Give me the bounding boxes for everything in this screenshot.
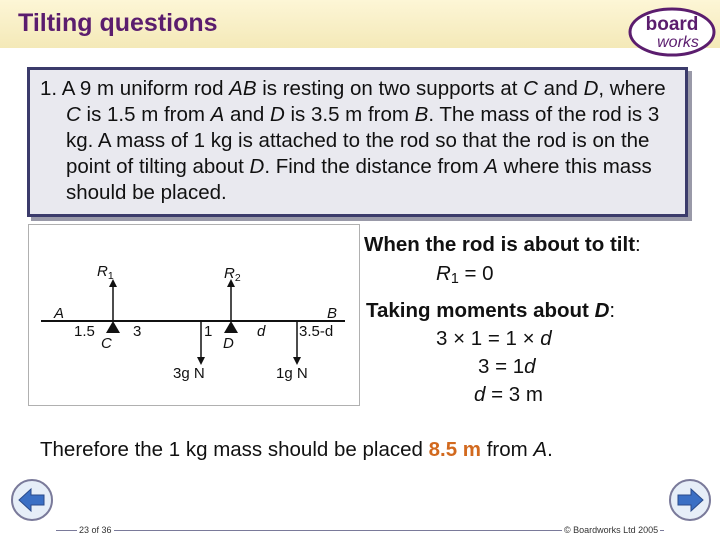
segment-3-label: 3 [133, 323, 142, 340]
segment-3-5-d-label: 3.5-d [299, 323, 334, 340]
r2-label: $R_2$ [224, 265, 241, 284]
r1-label: $R_1$ [97, 263, 114, 282]
logo-text-works: works [657, 34, 699, 51]
page-title: Tilting questions [18, 9, 218, 37]
question-body [62, 77, 666, 204]
question-text-part: A 9 m uniform rod [61, 77, 230, 100]
boardworks-logo [628, 6, 718, 58]
weight-rod-label: 3g N [173, 365, 205, 382]
question-text-part: C [523, 77, 538, 100]
solution-line-5: 3 = 1d [478, 355, 536, 378]
next-slide-button[interactable] [668, 478, 712, 522]
forward-arrow-icon [668, 478, 712, 522]
solution-line-6: d = 3 m [474, 383, 543, 406]
question-text-part: A [484, 155, 498, 178]
solution-line-4: 3 × 1 = 1 × d [436, 327, 552, 350]
segment-1-label: 1 [204, 323, 213, 340]
question-text-part: and [224, 103, 270, 126]
question-text-part: is 3.5 m from [284, 103, 415, 126]
question-text-part: B [414, 103, 429, 126]
solution-line-3: Taking moments about D: [366, 299, 616, 322]
question-text-part: and [537, 77, 584, 100]
support-c [106, 321, 120, 333]
back-arrow-icon [10, 478, 54, 522]
question-text-part: D [249, 155, 265, 178]
previous-slide-button[interactable] [10, 478, 54, 522]
answer-value: 8.5 m [428, 438, 482, 461]
logo-text-board: board [645, 14, 699, 35]
weight-mass-label: 1g N [276, 365, 308, 382]
question-text-part: . Find the distance from [264, 155, 485, 178]
rod-diagram [28, 224, 360, 406]
solution-line-2: $R_1 = 0$ [436, 262, 494, 287]
segment-d-label: d [257, 323, 266, 340]
question-text-part: D [583, 77, 599, 100]
question-box [27, 67, 688, 217]
question-text-part: , where [598, 77, 666, 100]
question-text-part: C [66, 103, 81, 126]
support-d [224, 321, 238, 333]
question-text-part: D [269, 103, 285, 126]
question-text [40, 76, 675, 206]
question-text-part: where this mass should be placed. [66, 155, 652, 204]
question-text-part: AB [229, 77, 257, 100]
question-number: 1. [40, 77, 58, 100]
point-c-label: C [101, 335, 112, 352]
weight-rod-arrowhead [197, 357, 205, 365]
question-text-part: is 1.5 m from [80, 103, 211, 126]
question-text-part: A [210, 103, 225, 126]
copyright-text: © Boardworks Ltd 2005 [564, 525, 659, 535]
page-number: 23 of 36 [79, 525, 112, 535]
question-text-part: . The mass of the rod is 3 kg. A mass of 1 kg is attached to the rod so that the rod is on the point of tilting about [66, 103, 660, 178]
conclusion-text: Therefore the 1 kg mass should be placed 8.5 m from A. [40, 438, 553, 461]
point-d-label: D [223, 335, 234, 352]
segment-1-5-label: 1.5 [74, 323, 95, 340]
weight-mass-arrowhead [293, 357, 301, 365]
solution-line-1: When the rod is about to tilt: [364, 233, 641, 256]
question-text-part: is resting on two supports at [256, 77, 524, 100]
point-b-label: B [327, 305, 338, 322]
point-a-label: A [54, 305, 65, 322]
